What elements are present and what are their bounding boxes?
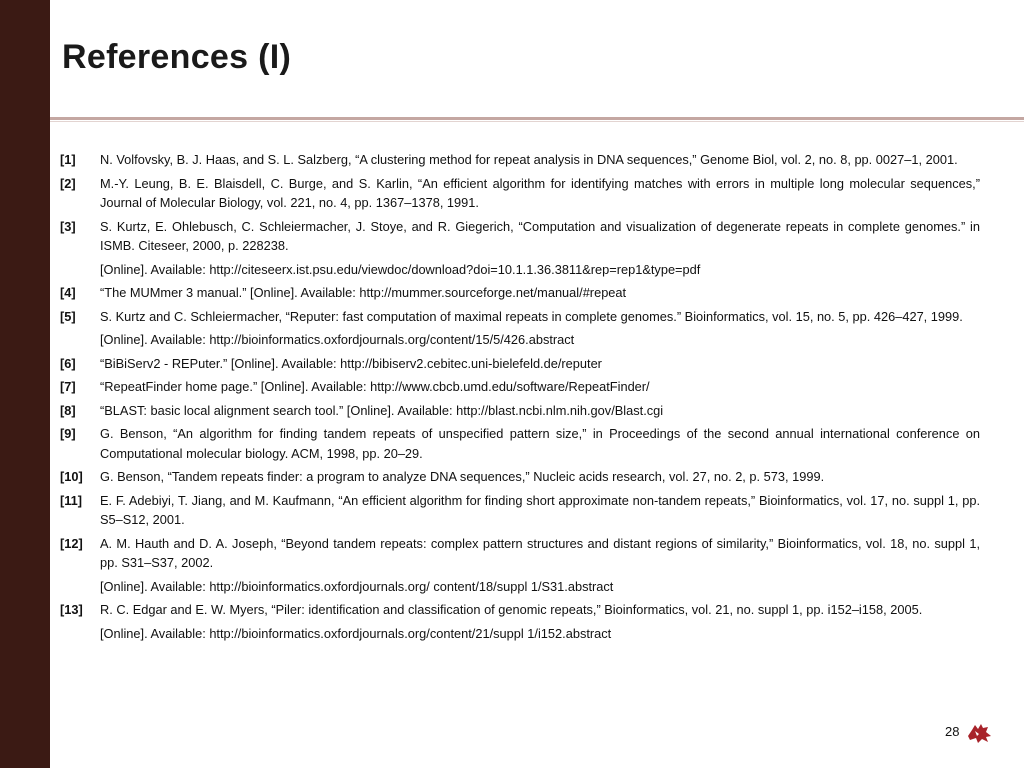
reference-text: R. C. Edgar and E. W. Myers, “Piler: identification and classification of genomic repeats,” Bioinformatics, vol. 21, no. suppl 1, pp. i152–i158, 2005. xyxy=(100,602,923,617)
reference-number: [7] xyxy=(60,379,76,394)
reference-number: [13] xyxy=(60,602,83,617)
reference-number: [10] xyxy=(60,469,83,484)
slide-title: References (I) xyxy=(62,38,292,76)
reference-item xyxy=(60,534,980,573)
reference-text: E. F. Adebiyi, T. Jiang, and M. Kaufmann, “An efficient algorithm for finding short approximate non-tandem repeats,” Bioinformatics, vol. 17, no. suppl 1, pp. S5–S12, 2001. xyxy=(100,492,980,527)
reference-number: [5] xyxy=(60,308,76,324)
reference-text: G. Benson, “Tandem repeats finder: a program to analyze DNA sequences,” Nucleic acids research, vol. 27, no. 2, p. 573, 1999. xyxy=(100,469,825,484)
reference-number: [9] xyxy=(60,426,76,441)
reference-item xyxy=(60,174,980,213)
reference-online-link: [Online]. Available: http://bioinformatics.oxfordjournals.org/content/15/5/426.abstract xyxy=(100,332,575,347)
title-divider-thin xyxy=(50,121,1024,122)
reference-item xyxy=(60,307,980,327)
reference-text: S. Kurtz, E. Ohlebusch, C. Schleiermacher, J. Stoye, and R. Giegerich, “Computation and visualization of degenerate repeats in complete genomes.” in ISMB. Citeseer, 2000, p. 228238. xyxy=(100,218,980,253)
reference-text: S. Kurtz and C. Schleiermacher, “Reputer: fast computation of maximal repeats in complete genomes.” Bioinformatics, vol. 15, no. 5, pp. 426–427, 1999. xyxy=(100,308,963,324)
left-sidebar-bar xyxy=(0,0,50,768)
reference-item xyxy=(60,354,980,374)
reference-number: [4] xyxy=(60,285,76,300)
reference-item xyxy=(60,467,980,487)
reference-number: [1] xyxy=(60,152,76,167)
reference-text: “BiBiServ2 - REPuter.” [Online]. Available: http://bibiserv2.cebitec.uni-bielefeld.de/reputer xyxy=(100,355,602,371)
reference-number: [8] xyxy=(60,402,76,418)
reference-online-link: [Online]. Available: http://bioinformatics.oxfordjournals.org/content/21/suppl 1/i152.abstract xyxy=(100,625,612,641)
reference-online-link: [Online]. Available: http://bioinformatics.oxfordjournals.org/ content/18/suppl 1/S31.abstract xyxy=(100,578,614,594)
reference-item xyxy=(60,377,980,397)
title-divider xyxy=(50,117,1024,120)
reference-item xyxy=(60,217,980,256)
reference-number: [2] xyxy=(60,175,76,191)
reference-text: “The MUMmer 3 manual.” [Online]. Available: http://mummer.sourceforge.net/manual/#repeat xyxy=(100,285,627,300)
reference-item xyxy=(60,491,980,530)
reference-online-link: [Online]. Available: http://citeseerx.ist.psu.edu/viewdoc/download?doi=10.1.1.36.3811&rep=rep1&type=pdf xyxy=(100,261,701,277)
reference-number: [12] xyxy=(60,535,83,551)
reference-item xyxy=(60,600,980,620)
reference-number: [3] xyxy=(60,218,76,234)
reference-text: M.-Y. Leung, B. E. Blaisdell, C. Burge, and S. Karlin, “An efficient algorithm for identifying matches with errors in multiple long molecular sequences,” Journal of Molecular Biology, vol. 221, no. 4, pp. 1367–1378, 1991. xyxy=(100,175,980,210)
reference-item xyxy=(60,283,980,303)
reference-text: N. Volfovsky, B. J. Haas, and S. L. Salzberg, “A clustering method for repeat analysis in DNA sequences,” Genome Biol, vol. 2, no. 8, pp. 0027–1, 2001. xyxy=(100,152,958,167)
reference-text: “BLAST: basic local alignment search tool.” [Online]. Available: http://blast.ncbi.nlm.nih.gov/Blast.cgi xyxy=(100,402,664,418)
page-number: 28 xyxy=(945,724,960,739)
reference-number: [6] xyxy=(60,355,76,371)
reference-number: [11] xyxy=(60,492,83,508)
references-list xyxy=(60,150,980,647)
reference-text: G. Benson, “An algorithm for finding tandem repeats of unspecified pattern size,” in Proceedings of the second annual international conference on Computational molecular biology. ACM, 1998, pp. 20–29. xyxy=(100,426,980,461)
reference-item xyxy=(60,150,980,170)
reference-item xyxy=(60,424,980,463)
reference-item xyxy=(60,401,980,421)
reference-text: A. M. Hauth and D. A. Joseph, “Beyond tandem repeats: complex pattern structures and distant regions of similarity,” Bioinformatics, vol. 18, no. suppl 1, pp. S31–S37, 2002. xyxy=(100,535,980,570)
cougar-logo-icon xyxy=(966,722,992,744)
reference-text: “RepeatFinder home page.” [Online]. Available: http://www.cbcb.umd.edu/software/RepeatFinder/ xyxy=(100,379,650,394)
